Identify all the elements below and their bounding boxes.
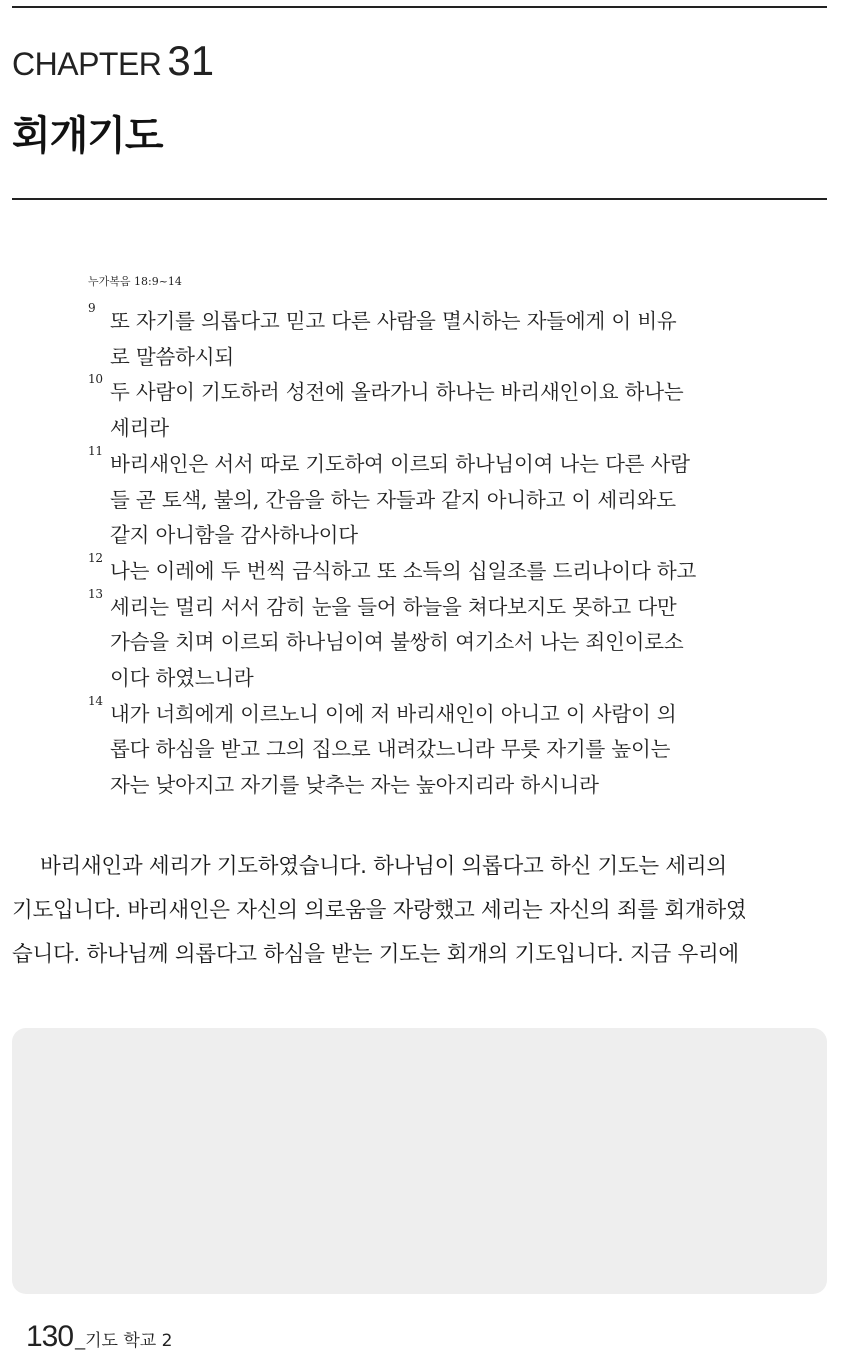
verse-number: 12: [88, 550, 103, 565]
verse: [88, 443, 768, 554]
verse-line: 내가 너희에게 이르노니 이에 저 바리새인이 아니고 이 사람이 의: [110, 701, 677, 726]
verse-line: 자는 낮아지고 자기를 낮추는 자는 높아지리라 하시니라: [110, 773, 599, 798]
verse-line: 들 곧 토색, 불의, 간음을 하는 자들과 같지 아니하고 이 세리와도: [110, 487, 676, 512]
body-line: 습니다. 하나님께 의롭다고 하심을 받는 기도는 회개의 기도입니다. 지금 우리에: [12, 942, 739, 967]
verse-line: 두 사람이 기도하러 성전에 올라가니 하나는 바리새인이요 하나는: [110, 380, 684, 405]
page-footer: [26, 1322, 172, 1352]
verse: [88, 372, 768, 446]
verse-line: 롭다 하심을 받고 그의 집으로 내려갔느니라 무릇 자기를 높이는: [110, 737, 671, 762]
placeholder-box: [12, 1028, 827, 1294]
verse-line: 세리는 멀리 서서 감히 눈을 들어 하늘을 쳐다보지도 못하고 다만: [110, 594, 677, 619]
verse: [88, 693, 768, 804]
verse-number: 14: [88, 693, 103, 708]
verse-line: 같지 아니함을 감사하나이다: [110, 523, 358, 548]
verse-line: 세리라: [110, 416, 169, 441]
page-number: 130: [26, 1320, 74, 1353]
verse: [88, 586, 768, 697]
scripture-reference: 누가복음 18:9~14: [88, 275, 182, 288]
verse: [88, 301, 768, 375]
verse-line: 또 자기를 의롭다고 믿고 다른 사람을 멸시하는 자들에게 이 비유: [110, 309, 677, 333]
verse-line: 나는 이레에 두 번씩 금식하고 또 소득의 십일조를 드리나이다 하고: [110, 558, 697, 583]
verse-number: 9: [88, 301, 96, 315]
verse-number: 10: [88, 372, 103, 387]
verse-number: 11: [88, 443, 103, 458]
top-rule: [12, 6, 827, 8]
body-line: 기도입니다. 바리새인은 자신의 의로움을 자랑했고 세리는 자신의 죄를 회개하였: [12, 898, 747, 923]
body-line: 바리새인과 세리가 기도하였습니다. 하나님이 의롭다고 하신 기도는 세리의: [40, 854, 727, 879]
verse-line: 바리새인은 서서 따로 기도하여 이르되 하나님이여 나는 다른 사람: [110, 451, 690, 476]
body-paragraph: [12, 845, 827, 977]
verse-line: 로 말씀하시되: [110, 344, 234, 369]
chapter-title: 회개기도: [12, 113, 163, 159]
verse-number: 13: [88, 586, 103, 601]
chapter-label: CHAPTER: [12, 46, 162, 82]
verse-line: 가슴을 치며 이르되 하나님이여 불쌍히 여기소서 나는 죄인이로소: [110, 630, 684, 655]
verse-line: 이다 하였느니라: [110, 666, 254, 691]
chapter-number: 31: [167, 37, 215, 84]
chapter-heading: [12, 37, 215, 84]
scripture-passage: [88, 272, 768, 804]
verse: [88, 550, 768, 590]
title-rule: [12, 198, 827, 200]
footer-separator: _: [75, 1330, 86, 1350]
book-title: 기도 학교 2: [85, 1331, 173, 1351]
